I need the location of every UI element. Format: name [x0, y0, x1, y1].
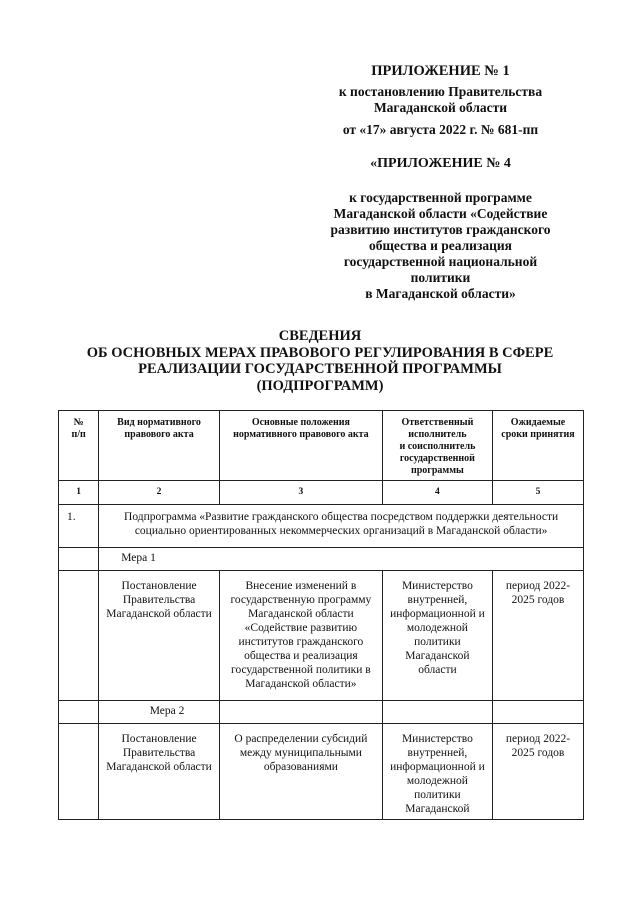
- appendix-title: ПРИЛОЖЕНИЕ № 1: [371, 63, 510, 79]
- heading-line: (ПОДПРОГРАММ): [256, 377, 384, 394]
- header-act-type: Вид нормативного правового акта: [99, 411, 220, 481]
- appendix-title-2: «ПРИЛОЖЕНИЕ № 4: [370, 156, 511, 171]
- measure-2-row: [59, 724, 584, 820]
- appendix-line-2: Магаданской области: [373, 100, 508, 115]
- heading-line: РЕАЛИЗАЦИИ ГОСУДАРСТВЕННОЙ ПРОГРАММЫ: [138, 361, 502, 377]
- appendix-block: [318, 63, 563, 302]
- measure-1-label: Мера 1: [99, 548, 584, 571]
- program-line: общества и реализация: [368, 238, 512, 253]
- column-number: 2: [99, 481, 220, 505]
- appendix-date: от «17» августа 2022 г. № 681-пп: [342, 122, 539, 137]
- subprogram-title: Подпрограмма «Развитие гражданского общества посредством поддержки деятельности социально ориентированных некоммерческих организаций в Магаданской области»: [99, 505, 584, 548]
- heading-line: СВЕДЕНИЯ: [278, 328, 362, 344]
- measure-2-executor: Министерство внутренней, информационной и молодежной политики Магаданской: [382, 724, 492, 820]
- program-line: политики: [410, 270, 471, 285]
- measure-2-label: Мера 2: [99, 701, 220, 724]
- header-executor: Ответственный исполнитель и соисполнитель государственной программы: [382, 411, 492, 481]
- program-line: Магаданской области «Содействие: [333, 206, 548, 221]
- measure-1-act-type: Постановление Правительства Магаданской области: [99, 571, 220, 701]
- table-header-row: [59, 411, 584, 481]
- document-heading: [60, 328, 580, 394]
- measure-1-executor: Министерство внутренней, информационной и молодежной политики Магаданской области: [382, 571, 492, 701]
- column-numbers-row: [59, 481, 584, 505]
- appendix-line-1: к постановлению Правительства: [338, 84, 543, 99]
- column-number: 1: [59, 481, 99, 505]
- subprogram-row: [59, 505, 584, 548]
- program-line: к государственной программе: [349, 190, 532, 205]
- column-number: 5: [492, 481, 583, 505]
- column-number: 4: [382, 481, 492, 505]
- measures-table: [58, 410, 584, 820]
- measure-1-label-row: [59, 548, 584, 571]
- header-terms: Ожидаемые сроки принятия: [492, 411, 583, 481]
- program-line: развитию институтов гражданского: [330, 222, 551, 237]
- measure-1-provisions: Внесение изменений в государственную программу Магаданской области «Содействие развитию институтов гражданского общества и реализация государственной политики в Магаданской области»: [219, 571, 382, 701]
- measure-1-terms: период 2022- 2025 годов: [492, 571, 583, 701]
- program-line: в Магаданской области»: [365, 286, 516, 301]
- measure-2-provisions: О распределении субсидий между муниципальными образованиями: [219, 724, 382, 820]
- program-line: государственной национальной: [343, 254, 538, 269]
- measure-2-label-row: [59, 701, 584, 724]
- column-number: 3: [219, 481, 382, 505]
- header-num: № п/п: [59, 411, 99, 481]
- measure-2-act-type: Постановление Правительства Магаданской области: [99, 724, 220, 820]
- header-provisions: Основные положения нормативного правового акта: [219, 411, 382, 481]
- heading-line: ОБ ОСНОВНЫХ МЕРАХ ПРАВОВОГО РЕГУЛИРОВАНИЯ В СФЕРЕ: [86, 344, 554, 361]
- subprogram-number: 1.: [59, 505, 99, 548]
- measure-2-terms: период 2022- 2025 годов: [492, 724, 583, 820]
- measure-1-row: [59, 571, 584, 701]
